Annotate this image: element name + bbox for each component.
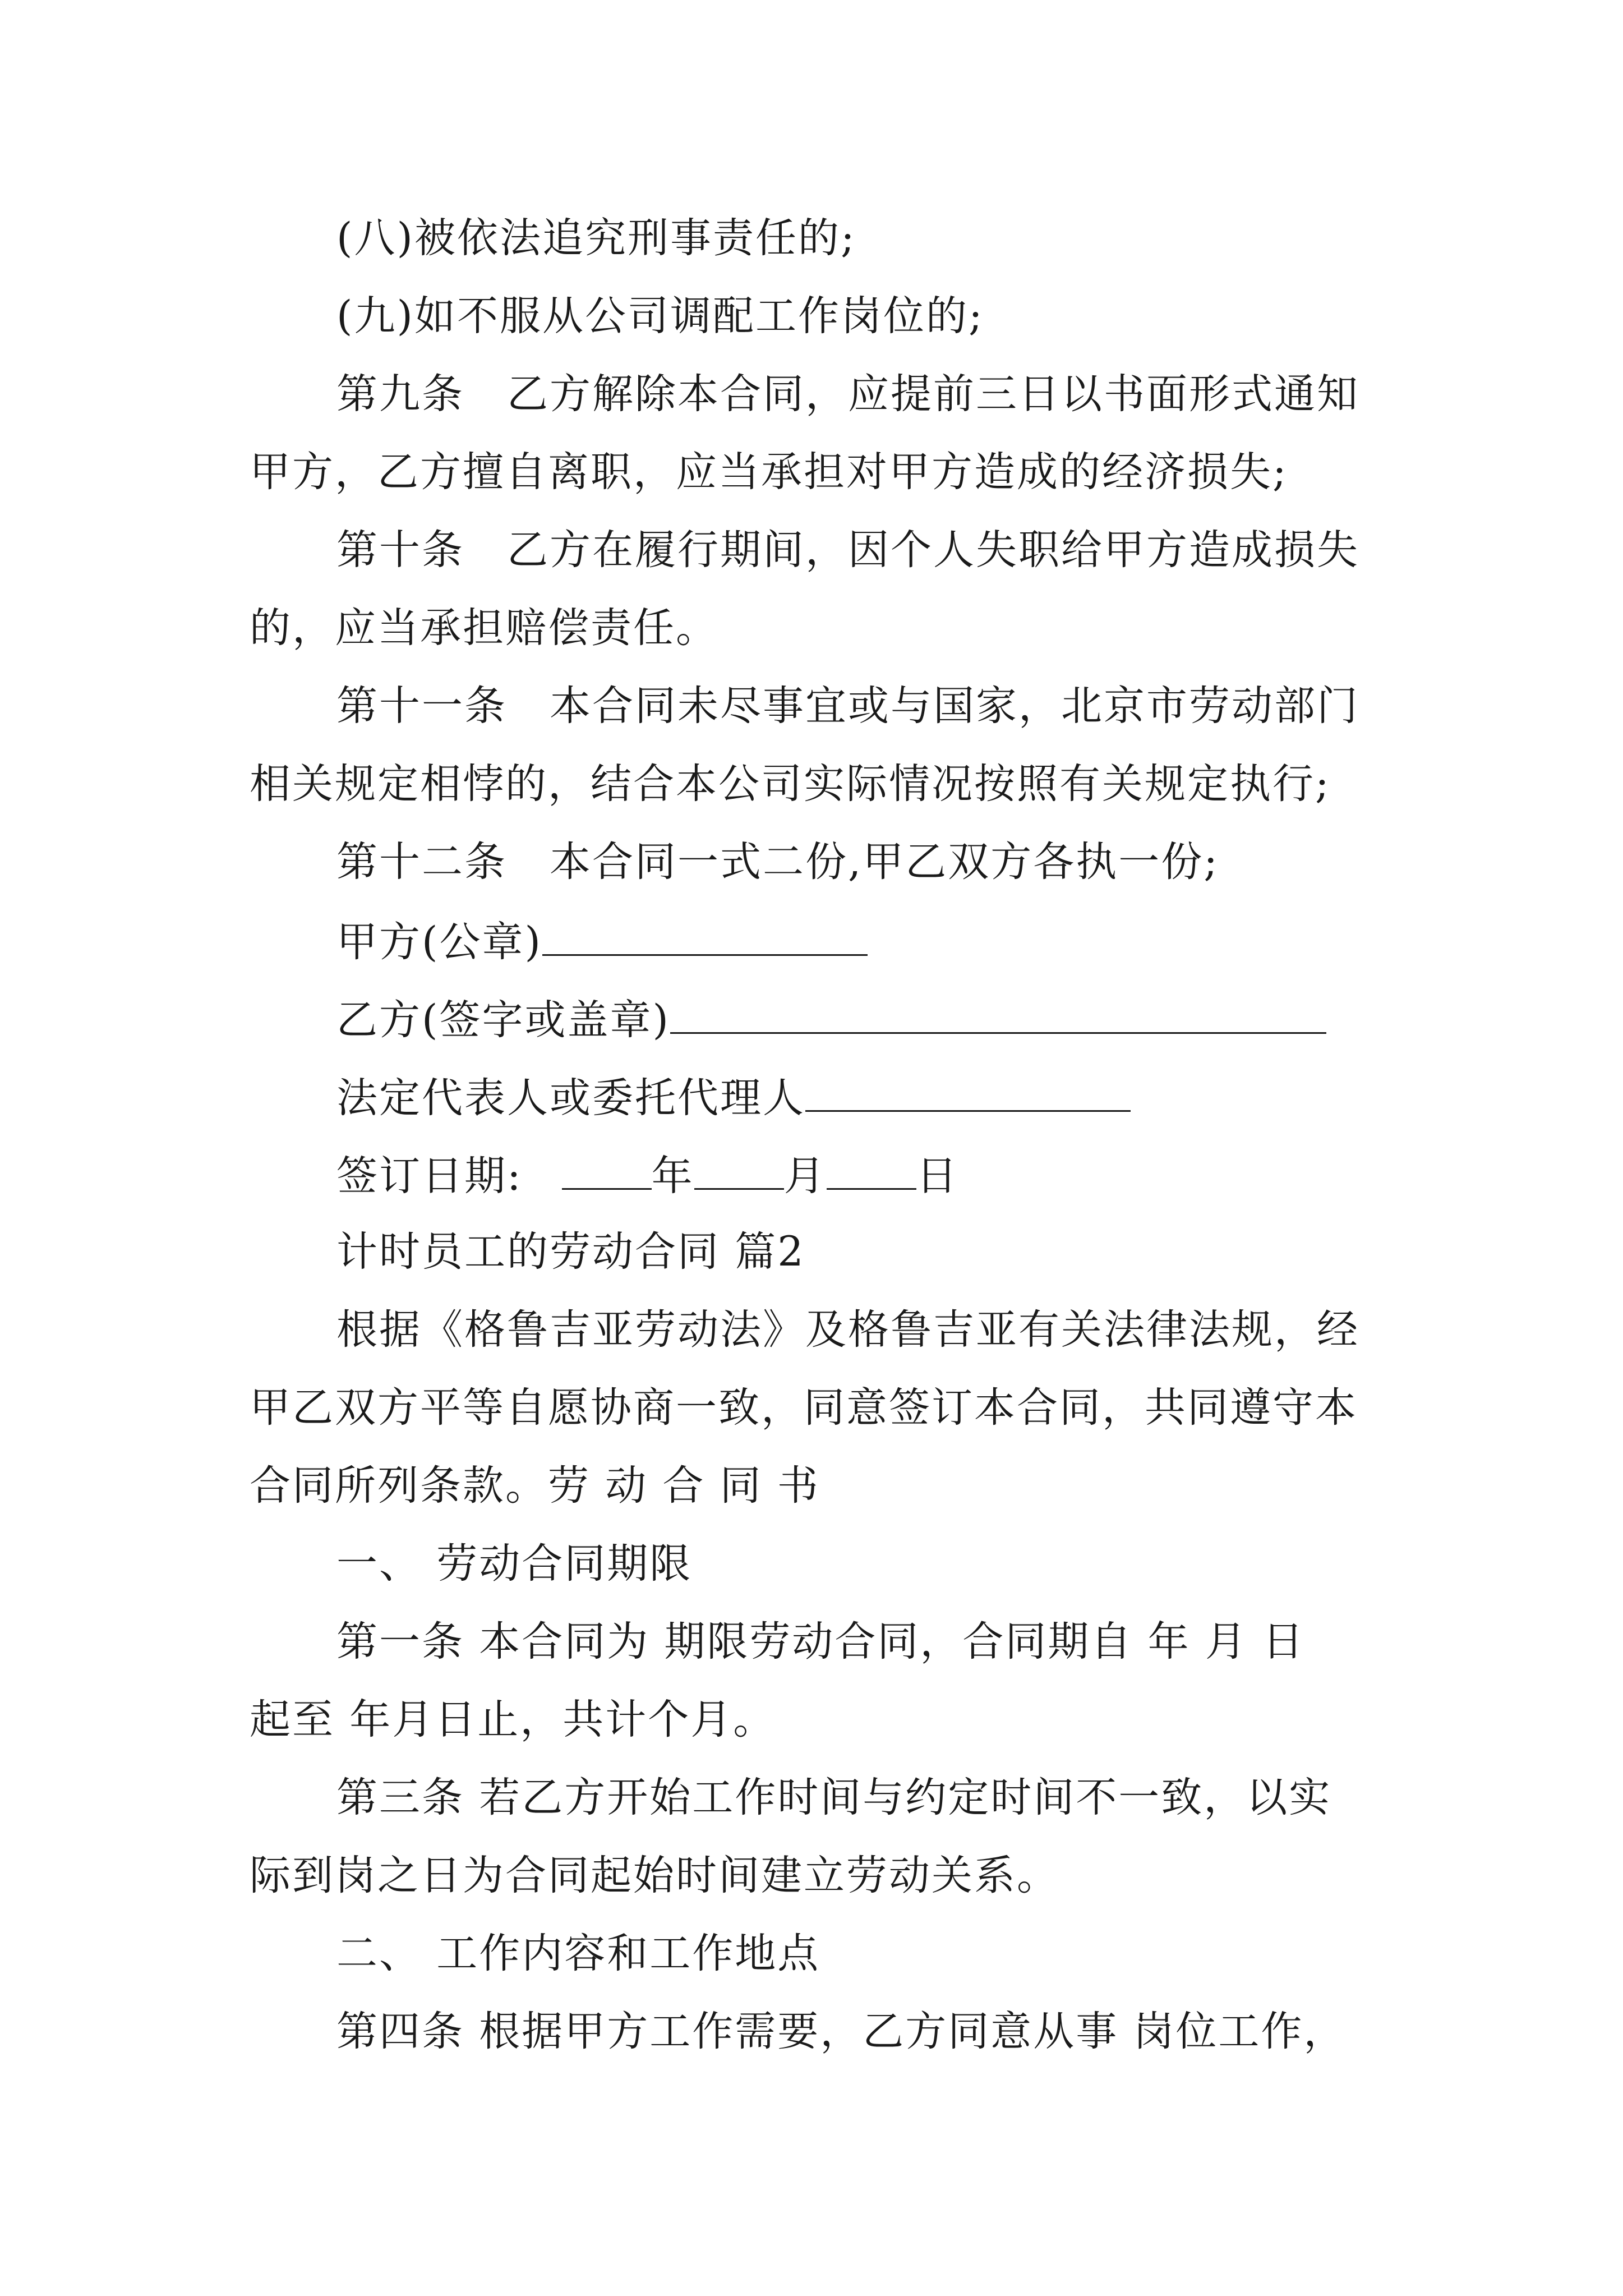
- month-blank: [694, 1149, 784, 1190]
- representative-signature-row: [336, 1071, 1131, 1121]
- preamble-line-2: 甲乙双方平等自愿协商一致，同意签订本合同，共同遵守本: [250, 1384, 1358, 1432]
- article-11-line-1: 第十一条 本合同未尽事宜或与国家，北京市劳动部门: [336, 682, 1359, 730]
- article-11-line-2: 相关规定相悖的，结合本公司实际情况按照有关规定执行;: [250, 760, 1331, 808]
- representative-label: 法定代表人或委托代理人: [336, 1074, 805, 1122]
- article-10-line-2: 的，应当承担赔偿责任。: [250, 604, 718, 652]
- day-label: 日: [916, 1152, 959, 1200]
- party-b-blank: [670, 993, 1326, 1034]
- party-b-label: 乙方(签字或盖章): [336, 996, 670, 1044]
- date-label: 签订日期:: [336, 1152, 523, 1200]
- article-12-line: 第十二条 本合同一式二份,甲乙双方各执一份;: [336, 838, 1219, 886]
- chapter-2-heading: 二、 工作内容和工作地点: [336, 1930, 820, 1977]
- month-label: 月: [783, 1152, 827, 1200]
- article-9-line-2: 甲方，乙方擅自离职，应当承担对甲方造成的经济损失;: [250, 448, 1288, 496]
- article-1-line-2: 起至 年月日止，共计个月。: [250, 1696, 776, 1743]
- article-3-line-1: 第三条 若乙方开始工作时间与约定时间不一致，以实: [336, 1774, 1332, 1821]
- section-title: 计时员工的劳动合同 篇2: [336, 1228, 805, 1276]
- party-a-signature-row: [336, 915, 868, 965]
- article-1-line-1: 第一条 本合同为 期限劳动合同，合同期自 年 月 日: [336, 1618, 1306, 1665]
- preamble-line-3: 合同所列条款。劳 动 合 同 书: [250, 1462, 820, 1510]
- article-10-line-1: 第十条 乙方在履行期间，因个人失职给甲方造成损失: [336, 526, 1359, 574]
- preamble-line-1: 根据《格鲁吉亚劳动法》及格鲁吉亚有关法律法规，经: [336, 1306, 1359, 1354]
- clause-9-item: (九)如不服从公司调配工作岗位的;: [336, 292, 984, 340]
- clause-8-item: (八)被依法追究刑事责任的;: [336, 214, 856, 262]
- day-blank: [827, 1149, 916, 1190]
- article-3-line-2: 际到岗之日为合同起始时间建立劳动关系。: [250, 1852, 1059, 1899]
- party-a-blank: [542, 915, 868, 956]
- party-b-signature-row: [336, 993, 1326, 1043]
- article-4-line-1: 第四条 根据甲方工作需要，乙方同意从事 岗位工作，: [336, 2008, 1347, 2055]
- year-label: 年: [651, 1152, 694, 1200]
- party-a-label: 甲方(公章): [336, 918, 542, 966]
- chapter-1-heading: 一、 劳动合同期限: [336, 1540, 693, 1588]
- article-9-line-1: 第九条 乙方解除本合同，应提前三日以书面形式通知: [336, 370, 1359, 418]
- representative-blank: [805, 1071, 1131, 1112]
- signing-date-row: [336, 1149, 959, 1199]
- year-blank: [562, 1149, 652, 1190]
